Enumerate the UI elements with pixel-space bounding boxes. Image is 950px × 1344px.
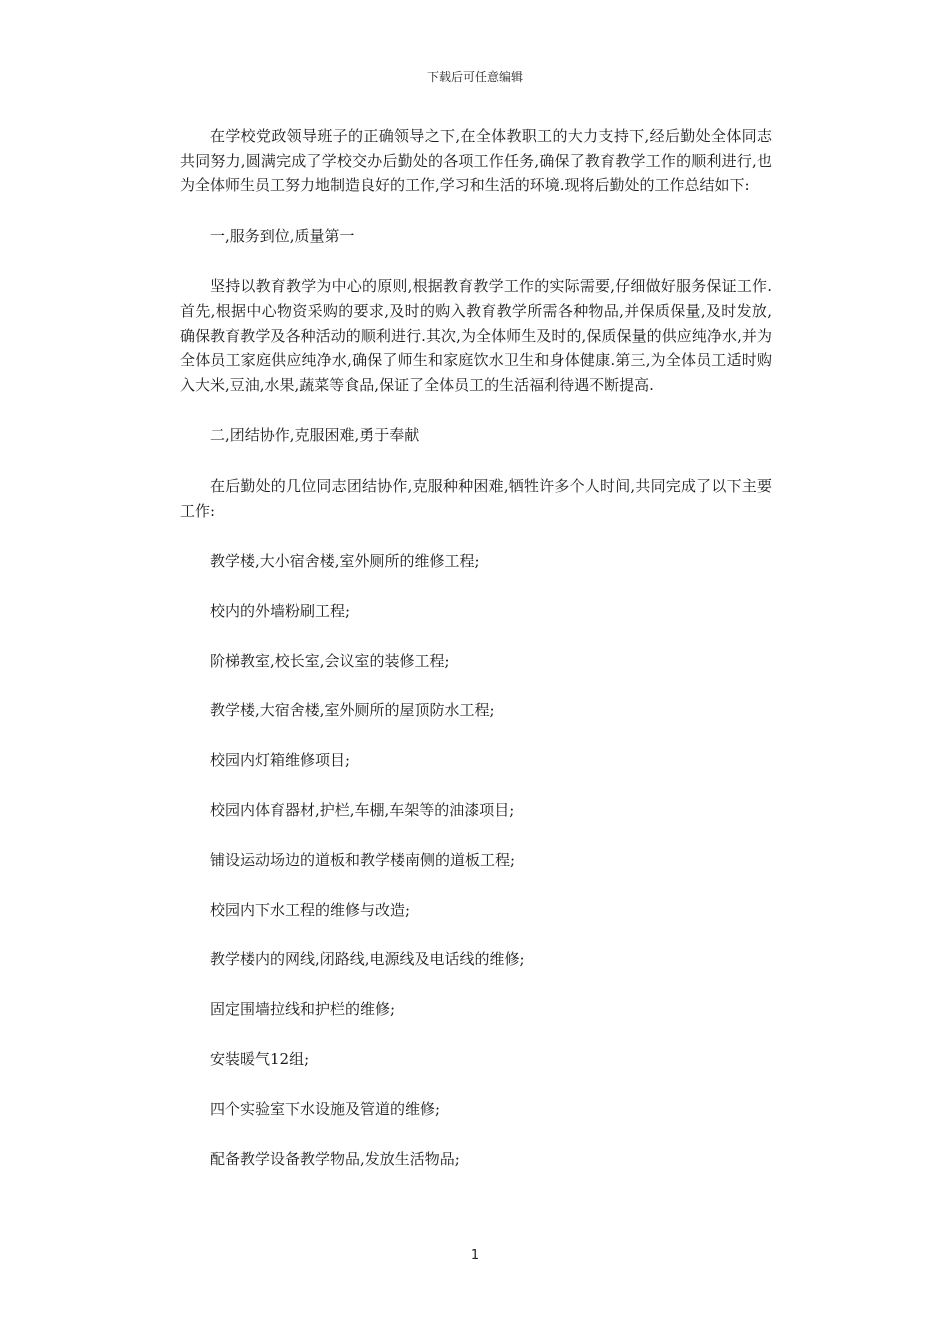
document-body [180, 124, 772, 1196]
work-items-list [180, 549, 772, 1171]
list-item: 校园内灯箱维修项目; [210, 751, 351, 770]
page-header: 下载后可任意编辑 [426, 70, 523, 84]
list-item: 校园内体育器材,护栏,车棚,车架等的油漆项目; [210, 801, 515, 820]
list-item: 固定围墙拉线和护栏的维修; [210, 1000, 396, 1019]
list-item: 教学楼,大宿舍楼,室外厕所的屋顶防水工程; [210, 701, 495, 720]
section-1-paragraph: 坚持以教育教学为中心的原则,根据教育教学工作的实际需要,仔细做好服务保证工作.首先,根据中心物资采购的要求,及时的购入教育教学所需各种物品,并保质保量,及时发放,确保教育教学及各种活动的顺利进行.其次,为全体师生及时的,保质保量的供应纯净水,并为全体员工家庭供应纯净水,确保了师生和家庭饮水卫生和身体健康.第三,为全体员工适时购入大米,豆油,水果,蔬菜等食品,保证了全体员工的生活福利待遇不断提高. [180, 277, 772, 394]
section-2-paragraph: 在后勤处的几位同志团结协作,克服种种困难,牺牲许多个人时间,共同完成了以下主要工作: [180, 476, 772, 520]
list-item: 校内的外墙粉刷工程; [210, 601, 351, 620]
list-item: 安装暖气12组; [210, 1049, 310, 1068]
list-item: 校园内下水工程的维修与改造; [210, 900, 411, 919]
section-2-heading: 二,团结协作,克服困难,勇于奉献 [210, 426, 420, 445]
list-item: 教学楼,大小宿舍楼,室外厕所的维修工程; [210, 552, 480, 571]
page-number: 1 [470, 1248, 480, 1263]
list-item: 配备教学设备教学物品,发放生活物品; [210, 1149, 460, 1168]
section-1-heading: 一,服务到位,质量第一 [210, 226, 355, 245]
list-item: 阶梯教室,校长室,会议室的装修工程; [210, 651, 450, 670]
list-item: 四个实验室下水设施及管道的维修; [210, 1099, 441, 1118]
list-item: 教学楼内的网线,闭路线,电源线及电话线的维修; [210, 950, 525, 969]
list-item: 铺设运动场边的道板和教学楼南侧的道板工程; [210, 850, 516, 869]
intro-paragraph: 在学校党政领导班子的正确领导之下,在全体教职工的大力支持下,经后勤处全体同志共同努力,圆满完成了学校交办后勤处的各项工作任务,确保了教育教学工作的顺利进行,也为全体师生员工努力地制造良好的工作,学习和生活的环境.现将后勤处的工作总结如下: [180, 127, 772, 195]
